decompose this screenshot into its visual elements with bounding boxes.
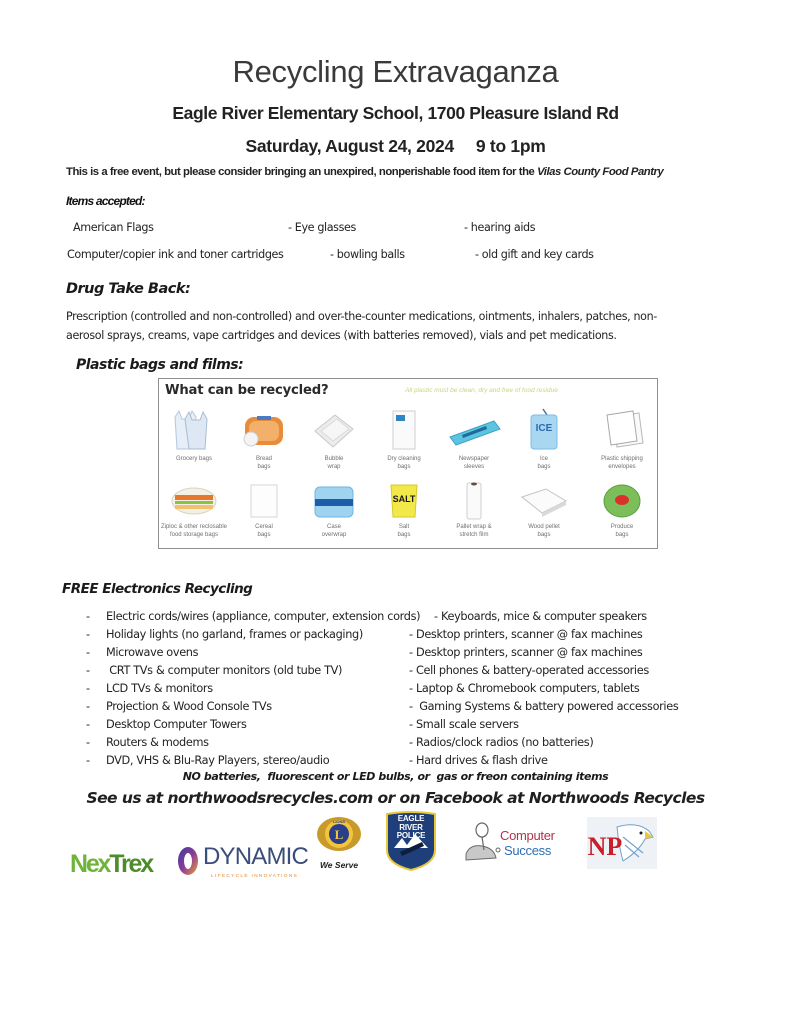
bag-label: Produce bags — [610, 524, 634, 538]
northland-pines-eagle-logo — [587, 817, 657, 869]
ice-bag-icon — [519, 407, 569, 453]
dynamic-tagline: LIFECYCLE INNOVATIONS — [211, 874, 299, 879]
bag-item-grocery — [159, 407, 229, 464]
bullet-dash: - — [86, 646, 90, 659]
free-note-text: This is a free event, but please consider bringing an unexpired, nonperishable food item for the — [66, 166, 535, 178]
accepted-item: - hearing aids — [464, 221, 536, 234]
newspaper-sleeve-icon — [446, 407, 502, 453]
bag-item-bread — [229, 407, 299, 471]
bag-item-produce — [587, 481, 657, 539]
bag-label: Case overwrap — [321, 524, 347, 538]
bag-item-pallet-wrap — [439, 481, 509, 539]
card-title: What can be recycled? — [165, 383, 329, 398]
bag-item-case-overwrap — [299, 481, 369, 539]
recyclable-plastics-card — [158, 378, 658, 549]
bag-label: Cereal bags — [255, 524, 273, 538]
lions-emblem-icon — [316, 814, 362, 854]
wood-pellet-bag-icon — [516, 481, 572, 521]
computer-mascot-icon — [462, 820, 502, 864]
svg-text:L: L — [334, 827, 344, 842]
electronics-item: LCD TVs & monitors — [106, 682, 213, 695]
cereal-bag-icon — [239, 481, 289, 521]
accepted-item: - bowling balls — [330, 248, 405, 261]
bag-item-newspaper — [439, 407, 509, 471]
bag-label: Newspaper sleeves — [458, 456, 490, 470]
bullet-dash: - — [86, 610, 90, 623]
event-date: Saturday, August 24, 2024 — [245, 136, 454, 156]
bag-label: Salt bags — [397, 524, 411, 538]
page-title: Recycling Extravaganza — [232, 54, 559, 89]
dynamic-name: DYNAMIC — [203, 843, 309, 870]
electronics-item: - Desktop printers, scanner @ fax machines — [409, 628, 643, 641]
bullet-dash: - — [86, 628, 90, 641]
bullet-dash: - — [86, 718, 90, 731]
computer-text: Computer — [500, 828, 555, 843]
card-note: All plastic must be clean, dry and free of food residue — [405, 387, 558, 394]
ziploc-bag-icon — [169, 481, 219, 521]
event-time: 9 to 1pm — [475, 136, 546, 156]
bubble-wrap-icon — [309, 407, 359, 453]
drug-take-back-description — [66, 308, 726, 345]
electronics-item: - Keyboards, mice & computer speakers — [434, 610, 647, 623]
bag-item-dry-cleaning — [369, 407, 439, 471]
dry-cleaning-bag-icon — [379, 407, 429, 453]
electronics-item: Projection & Wood Console TVs — [106, 700, 272, 713]
electronics-item: Microwave ovens — [106, 646, 199, 659]
free-event-note — [66, 166, 663, 178]
bullet-dash: - — [86, 664, 90, 677]
pallet-wrap-icon — [449, 481, 499, 521]
svg-text:NP: NP — [587, 832, 623, 861]
computer-success-logo — [462, 820, 555, 869]
bag-item-bubble-wrap — [299, 407, 369, 471]
shipping-envelope-icon — [597, 407, 647, 453]
electronics-item: - Laptop & Chromebook computers, tablets — [409, 682, 640, 695]
nextrex-logo: NexTrex — [70, 850, 152, 878]
bullet-dash: - — [86, 736, 90, 749]
bag-label: Plastic shipping envelopes — [601, 456, 643, 470]
bag-label: Ice bags — [537, 456, 551, 470]
dynamic-logo — [176, 843, 309, 884]
lions-logo — [314, 814, 364, 870]
electronics-item: CRT TVs & computer monitors (old tube TV) — [106, 664, 343, 677]
produce-bag-icon — [597, 481, 647, 521]
bullet-dash: - — [86, 700, 90, 713]
bag-item-wood-pellet — [509, 481, 579, 539]
electronics-item: - Desktop printers, scanner @ fax machines — [409, 646, 643, 659]
items-accepted-heading: Items accepted: — [66, 194, 145, 208]
case-overwrap-icon — [309, 481, 359, 521]
electronics-list — [0, 610, 791, 770]
bag-item-salt — [369, 481, 439, 539]
electronics-item: - Gaming Systems & battery powered accessories — [409, 700, 679, 713]
bag-label: Grocery bags — [175, 456, 212, 462]
bag-item-cereal — [229, 481, 299, 539]
accepted-item: - old gift and key cards — [475, 248, 594, 261]
bag-item-ziploc — [159, 481, 229, 539]
electronics-exclusions: NO batteries, fluorescent or LED bulbs, or gas or freon containing items — [182, 770, 609, 783]
website-facebook-link[interactable]: See us at northwoodsrecycles.com or on Facebook at Northwoods Recycles — [86, 789, 705, 807]
food-pantry-name: Vilas County Food Pantry — [537, 166, 664, 178]
electronics-item: Desktop Computer Towers — [106, 718, 247, 731]
event-datetime — [0, 136, 791, 157]
accepted-item: - Eye glasses — [288, 221, 356, 234]
bullet-dash: - — [86, 682, 90, 695]
bread-bag-icon — [239, 407, 289, 453]
electronics-item: Holiday lights (no garland, frames or packaging) — [106, 628, 363, 641]
eagle-mascot-icon — [587, 817, 657, 869]
plastic-bags-heading: Plastic bags and films: — [76, 357, 244, 373]
electronics-item: - Small scale servers — [409, 718, 519, 731]
bag-label: Ziploc & other reclosable food storage bags — [160, 524, 228, 538]
svg-text:ICE: ICE — [535, 423, 553, 434]
svg-text:SALT: SALT — [392, 494, 416, 504]
lions-motto: We Serve — [319, 860, 359, 870]
police-badge-text: EAGLE RIVER POLICE — [396, 814, 426, 840]
electronics-item: Electric cords/wires (appliance, computer, extension cords) — [106, 610, 421, 623]
eagle-river-police-logo — [384, 810, 438, 872]
accepted-item: Computer/copier ink and toner cartridges — [67, 248, 284, 261]
salt-bag-icon — [379, 481, 429, 521]
bag-label: Wood pellet bags — [528, 524, 560, 538]
bullet-dash: - — [86, 754, 90, 767]
electronics-item: - Hard drives & flash drive — [409, 754, 548, 767]
accepted-item: American Flags — [73, 221, 154, 234]
electronics-item: Routers & modems — [106, 736, 209, 749]
electronics-heading: FREE Electronics Recycling — [62, 581, 253, 597]
success-text: Success — [504, 843, 552, 858]
bag-label: Bread bags — [255, 456, 272, 470]
electronics-item: - Cell phones & battery-operated accessories — [409, 664, 649, 677]
bag-label: Dry cleaning bags — [387, 456, 421, 470]
drug-take-back-heading: Drug Take Back: — [66, 281, 191, 297]
electronics-item: DVD, VHS & Blu-Ray Players, stereo/audio — [106, 754, 330, 767]
svg-text:LIONS: LIONS — [332, 819, 346, 824]
grocery-bag-icon — [169, 407, 219, 453]
drug-line: Prescription (controlled and non-controlled) and over-the-counter medications, ointments, inhalers, patches, non- — [66, 310, 657, 323]
dynamic-swirl-icon — [176, 843, 200, 879]
bag-label: Pallet wrap & stretch film — [456, 524, 492, 538]
drug-line: aerosol sprays, creams, vape cartridges and devices (with batteries removed), vials and pet medications. — [66, 328, 617, 342]
bag-label: Bubble wrap — [324, 456, 344, 470]
bag-item-ice — [509, 407, 579, 471]
bag-item-shipping-envelope — [587, 407, 657, 471]
venue-address: Eagle River Elementary School, 1700 Pleasure Island Rd — [172, 103, 619, 123]
electronics-item: - Radios/clock radios (no batteries) — [409, 736, 594, 749]
